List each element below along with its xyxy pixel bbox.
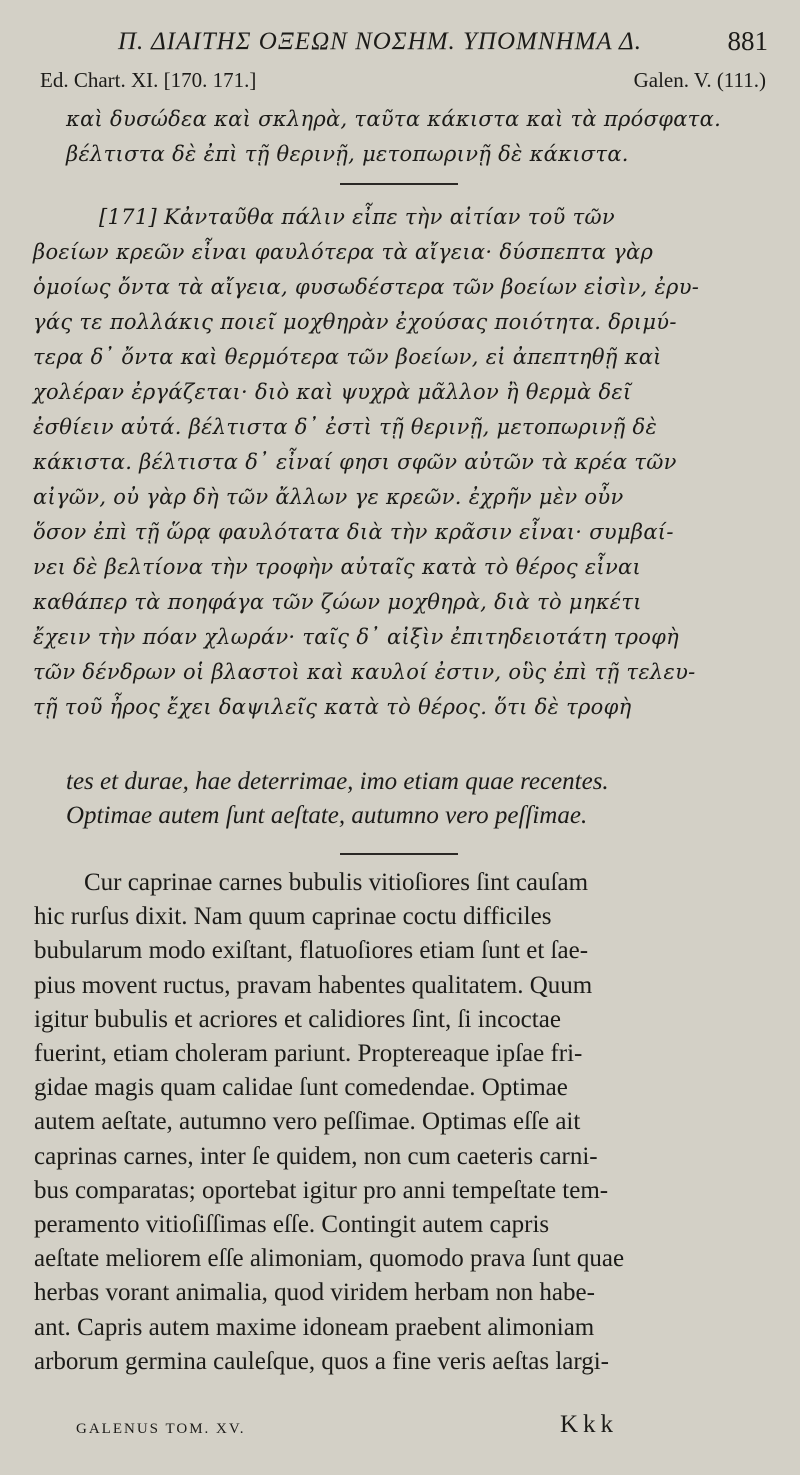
text-line: ἐσθίειν αὐτά. βέλτιστα δ᾽ ἐστὶ τῇ θερινῇ, μετοπωρινῇ δὲ	[33, 415, 658, 439]
edition-galen-ref: Galen. V. (111.)	[633, 68, 766, 92]
text-line: ὁμοίως ὄντα τὰ αἴγεια, φυσωδέστερα τῶν βοείων εἰσὶν, ἐρυ-	[33, 275, 700, 299]
text-line: χολέραν ἐργάζεται· διὸ καὶ ψυχρὰ μᾶλλον ἢ θερμὰ δεῖ	[33, 380, 632, 404]
footer-title: GALENUS TOM. XV.	[76, 1421, 246, 1437]
text-line: αἰγῶν, οὐ γὰρ δὴ τῶν ἄλλων γε κρεῶν. ἐχρῆν μὲν οὖν	[33, 485, 624, 509]
latin-text-block-main	[34, 866, 774, 1379]
text-line: igitur bubulis et acriores et calidiores ſint, ſi incoctae	[34, 1005, 561, 1033]
text-line: [171] Κἀνταῦθα πάλιν εἶπε τὴν αἰτίαν τοῦ τῶν	[99, 205, 615, 229]
page-number: 881	[727, 26, 768, 56]
text-line: aeſtate meliorem eſſe alimoniam, quomodo prava ſunt quae	[34, 1245, 625, 1273]
text-line: ant. Capris autem maxime idoneam praebent alimoniam	[34, 1313, 595, 1341]
text-line: ἔχειν τὴν πόαν χλωράν· ταῖς δ᾽ αἰξὶν ἐπιτηδειοτάτη τροφὴ	[33, 625, 680, 649]
text-line: ὅσον ἐπὶ τῇ ὥρᾳ φαυλότατα διὰ τὴν κρᾶσιν εἶναι· συμβαί-	[33, 520, 674, 544]
text-line: καθάπερ τὰ ποηφάγα τῶν ζώων μοχθηρὰ, διὰ τὸ μηκέτι	[33, 590, 642, 614]
text-line: autem aeſtate, autumno vero peſſimae. Optimas eſſe ait	[34, 1108, 581, 1136]
text-line: bubularum modo exiſtant, flatuoſiores etiam ſunt et ſae-	[34, 937, 589, 965]
page-footer	[0, 1411, 800, 1445]
text-line: Optimae autem ſunt aeſtate, autumno vero peſſimae.	[66, 802, 588, 829]
signature-mark: Kkk	[560, 1411, 619, 1438]
text-line: peramento vitioſiſſimas eſſe. Contingit autem capris	[34, 1211, 550, 1239]
greek-text-block-main	[33, 200, 773, 725]
text-line: καὶ δυσώδεα καὶ σκληρὰ, ταῦτα κάκιστα καὶ τὰ πρόσφατα.	[66, 107, 722, 131]
edition-chartier-ref: Ed. Chart. XI. [170. 171.]	[40, 68, 257, 92]
text-line: κάκιστα. βέλτιστα δ᾽ εἶναί φησι σφῶν αὐτῶν τὰ κρέα τῶν	[33, 450, 677, 474]
text-line: gidae magis quam calidae ſunt comedendae. Optimae	[34, 1074, 568, 1102]
text-line: caprinas carnes, inter ſe quidem, non cum caeteris carni-	[34, 1142, 598, 1170]
text-line: τῶν δένδρων οἱ βλαστοὶ καὶ καυλοί ἐστιν, οὓς ἐπὶ τῇ τελευ-	[33, 660, 696, 684]
running-head	[0, 28, 800, 64]
text-line: τερα δ᾽ ὄντα καὶ θερμότερα τῶν βοείων, εἰ ἀπεπτηθῇ καὶ	[33, 345, 662, 369]
text-line: herbas vorant animalia, quod viridem herbam non habe-	[34, 1279, 595, 1307]
text-line: γάς τε πολλάκις ποιεῖ μοχθηρὰν ἐχούσας ποιότητα. δριμύ-	[33, 310, 677, 334]
section-divider	[340, 183, 458, 185]
text-line: Cur caprinae carnes bubulis vitioſiores ſint cauſam	[84, 869, 589, 896]
text-line: arborum germina cauleſque, quos a fine veris aeſtas largi-	[34, 1347, 610, 1375]
text-line: βέλτιστα δὲ ἐπὶ τῇ θερινῇ, μετοπωρινῇ δὲ κάκιστα.	[66, 142, 629, 166]
running-title: Π. ΔΙΑΙΤΗΣ ΟΞΕΩΝ ΝΟΣΗΜ. ΥΠΟΜΝΗΜΑ Δ.	[118, 28, 642, 55]
section-divider	[340, 853, 458, 855]
text-line: τῇ τοῦ ἦρος ἔχει δαψιλεῖς κατὰ τὸ θέρος. ὅτι δὲ τροφὴ	[33, 695, 632, 719]
text-line: bus comparatas; oportebat igitur pro anni tempeſtate tem-	[34, 1176, 609, 1204]
text-line: pius movent ructus, pravam habentes qualitatem. Quum	[34, 971, 593, 999]
latin-text-block-top	[66, 765, 766, 833]
text-line: βοείων κρεῶν εἶναι φαυλότερα τὰ αἴγεια· δύσπεπτα γὰρ	[33, 240, 654, 264]
greek-text-block-top	[66, 102, 766, 172]
text-line: fuerint, etiam choleram pariunt. Proptereaque ipſae fri-	[34, 1040, 583, 1068]
edition-line	[40, 68, 766, 98]
text-line: νει δὲ βελτίονα τὴν τροφὴν αὐταῖς κατὰ τὸ θέρος εἶναι	[33, 555, 642, 579]
text-line: hic rurſus dixit. Nam quum caprinae coctu difficiles	[34, 903, 552, 931]
text-line: tes et durae, hae deterrimae, imo etiam quae recentes.	[66, 768, 609, 795]
